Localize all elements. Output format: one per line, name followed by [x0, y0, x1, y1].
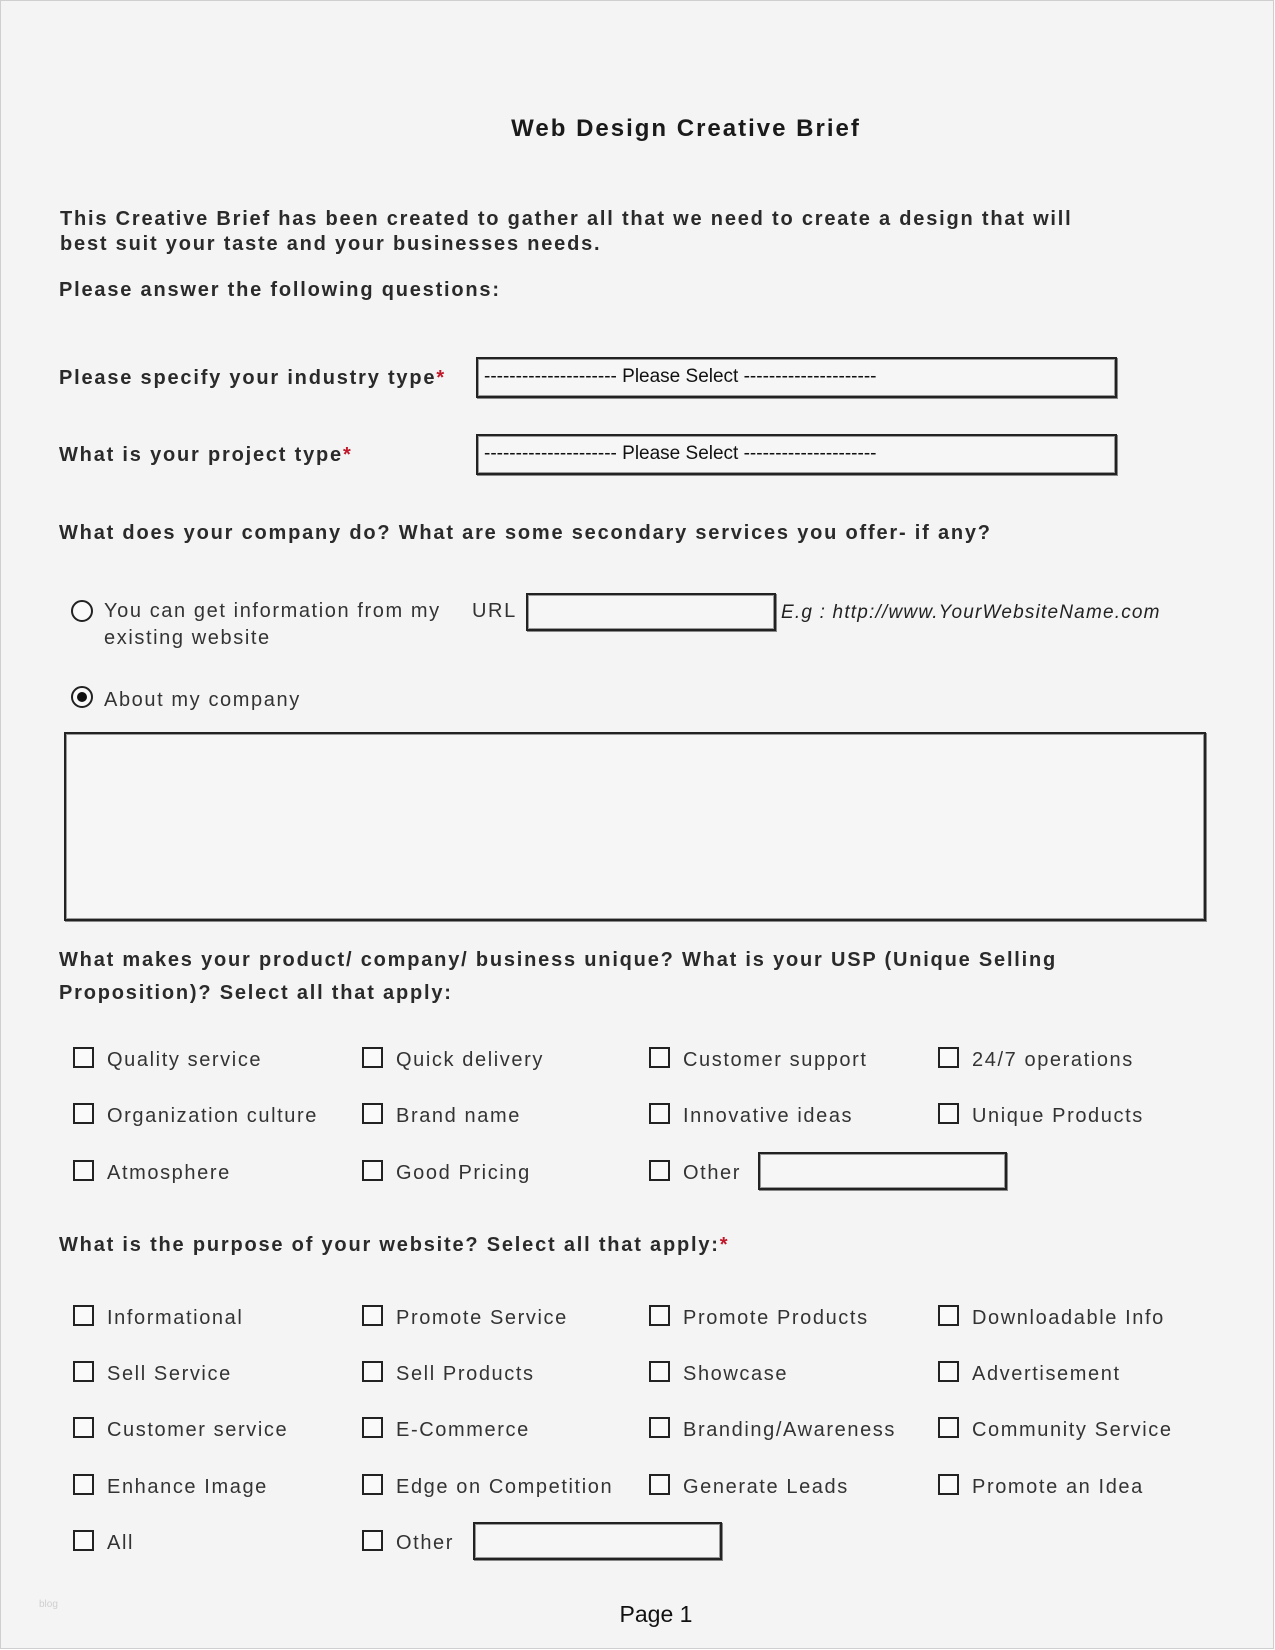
radio-about-company[interactable]	[71, 686, 93, 708]
purpose-option-label: Branding/Awareness	[683, 1419, 896, 1441]
page-title: Web Design Creative Brief	[511, 115, 861, 142]
usp-question-line-2: Proposition)? Select all that apply:	[59, 982, 453, 1004]
intro-line-2: best suit your taste and your businesses needs.	[60, 233, 602, 255]
purpose-question-text: What is the purpose of your website? Select all that apply:	[59, 1234, 720, 1256]
checkbox[interactable]	[362, 1530, 383, 1551]
checkbox[interactable]	[938, 1047, 959, 1068]
checkbox[interactable]	[362, 1103, 383, 1124]
checkbox[interactable]	[649, 1047, 670, 1068]
checkbox[interactable]	[938, 1417, 959, 1438]
purpose-option-label: Advertisement	[972, 1363, 1121, 1385]
purpose-option-label: Promote an Idea	[972, 1476, 1144, 1498]
checkbox[interactable]	[362, 1160, 383, 1181]
industry-select-value: --------------------- Please Select ---------------------	[484, 366, 877, 387]
usp-option-label: Brand name	[396, 1105, 521, 1127]
purpose-option-label: Generate Leads	[683, 1476, 849, 1498]
usp-option-label: Quality service	[107, 1049, 263, 1071]
required-mark: *	[436, 367, 446, 389]
page-number: Page 1	[619, 1601, 693, 1627]
radio-existing-website-label-1: You can get information from my	[104, 600, 441, 622]
purpose-other-input[interactable]	[473, 1522, 722, 1560]
checkbox[interactable]	[649, 1361, 670, 1382]
checkbox[interactable]	[73, 1305, 94, 1326]
checkbox[interactable]	[649, 1417, 670, 1438]
purpose-option-label: Informational	[107, 1307, 244, 1329]
checkbox[interactable]	[362, 1305, 383, 1326]
checkbox[interactable]	[73, 1047, 94, 1068]
required-mark: *	[719, 1234, 730, 1256]
checkbox[interactable]	[73, 1160, 94, 1181]
usp-option-label: Atmosphere	[107, 1162, 231, 1184]
industry-select[interactable]	[476, 357, 1117, 398]
purpose-option-label: Promote Products	[683, 1307, 869, 1329]
intro-line-1: This Creative Brief has been created to gather all that we need to create a design that will	[60, 208, 1073, 230]
checkbox[interactable]	[73, 1417, 94, 1438]
checkbox[interactable]	[938, 1305, 959, 1326]
checkbox[interactable]	[649, 1103, 670, 1124]
required-mark: *	[342, 444, 353, 466]
checkbox[interactable]	[938, 1103, 959, 1124]
checkbox[interactable]	[73, 1361, 94, 1382]
purpose-option-label: Sell Service	[107, 1363, 232, 1385]
purpose-option-label: All	[107, 1532, 135, 1554]
url-input[interactable]	[526, 593, 776, 631]
checkbox[interactable]	[362, 1047, 383, 1068]
radio-selected-dot	[77, 692, 87, 702]
usp-option-label: Customer support	[683, 1049, 868, 1071]
purpose-option-label: Sell Products	[396, 1363, 535, 1385]
purpose-option-label: Other	[396, 1532, 455, 1554]
checkbox[interactable]	[649, 1305, 670, 1326]
purpose-option-label: Showcase	[683, 1363, 789, 1385]
company-question: What does your company do? What are some secondary services you offer- if any?	[59, 522, 992, 544]
about-company-textarea[interactable]	[64, 732, 1206, 921]
usp-option-label: Unique Products	[972, 1105, 1144, 1127]
url-label: URL	[472, 600, 517, 622]
industry-label	[59, 367, 446, 390]
usp-option-label: Innovative ideas	[683, 1105, 854, 1127]
watermark: blog	[39, 1599, 58, 1610]
checkbox[interactable]	[938, 1474, 959, 1495]
purpose-option-label: Customer service	[107, 1419, 289, 1441]
usp-option-label: Quick delivery	[396, 1049, 544, 1071]
radio-about-company-label: About my company	[104, 689, 301, 711]
usp-question-line-1: What makes your product/ company/ business unique? What is your USP (Unique Selling	[59, 949, 1058, 971]
radio-existing-website[interactable]	[71, 600, 93, 622]
purpose-question	[59, 1234, 729, 1257]
url-example: E.g : http://www.YourWebsiteName.com	[781, 602, 1161, 623]
purpose-option-label: Edge on Competition	[396, 1476, 614, 1498]
industry-label-text: Please specify your industry type	[59, 367, 437, 389]
usp-option-label: 24/7 operations	[972, 1049, 1134, 1071]
usp-option-label: Good Pricing	[396, 1162, 531, 1184]
usp-option-label: Organization culture	[107, 1105, 318, 1127]
checkbox[interactable]	[362, 1474, 383, 1495]
project-select-value: --------------------- Please Select ---------------------	[484, 443, 877, 464]
radio-existing-website-label-2: existing website	[104, 627, 271, 649]
checkbox[interactable]	[73, 1530, 94, 1551]
usp-option-label: Other	[683, 1162, 742, 1184]
purpose-option-label: Promote Service	[396, 1307, 568, 1329]
project-label-text: What is your project type	[59, 444, 343, 466]
purpose-option-label: E-Commerce	[396, 1419, 530, 1441]
project-select[interactable]	[476, 434, 1117, 475]
checkbox[interactable]	[73, 1103, 94, 1124]
checkbox[interactable]	[649, 1160, 670, 1181]
instructions-text: Please answer the following questions:	[59, 279, 501, 301]
purpose-option-label: Community Service	[972, 1419, 1173, 1441]
project-label	[59, 444, 353, 467]
checkbox[interactable]	[362, 1361, 383, 1382]
purpose-option-label: Enhance Image	[107, 1476, 268, 1498]
checkbox[interactable]	[938, 1361, 959, 1382]
purpose-option-label: Downloadable Info	[972, 1307, 1165, 1329]
checkbox[interactable]	[649, 1474, 670, 1495]
usp-other-input[interactable]	[758, 1152, 1007, 1190]
checkbox[interactable]	[362, 1417, 383, 1438]
checkbox[interactable]	[73, 1474, 94, 1495]
